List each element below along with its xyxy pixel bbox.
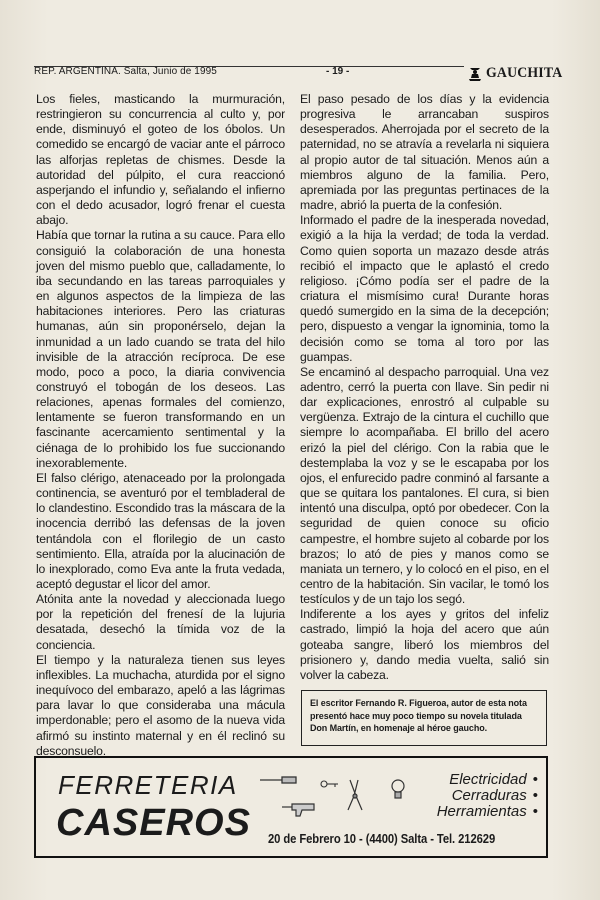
gaucho-rider-icon	[466, 64, 484, 82]
ad-services-list	[422, 772, 538, 820]
paragraph: Indiferente a los ayes y gritos del infeliz castrado, limpió la hoja del acero que aún goteaba sangre, liberó los miembros del prisionero y, dando media vuelta, salió sin volver la cabeza.	[300, 607, 549, 682]
paragraph: El tiempo y la naturaleza tienen sus leyes inflexibles. La muchacha, aturdida por el signo inequívoco del embarazo, apeló a las lágrimas para lavar lo que consideraba una mácula imperdonable; pero el asomo de la nueva vida afirmó su instinto maternal y en él reclinó su desconsuelo.	[36, 652, 285, 758]
paragraph: Había que tornar la rutina a su cauce. Para ello consiguió la colaboración de una honesta joven del mismo pueblo que, calladamente, lo iba secundando en las tareas parroquiales y en algunos aspectos de la limpieza de las habitaciones interiores. Pero las criaturas humanas, aún sin proponérselo, dejan la inmunidad a un lado cuando se trata del hilo invisible de la atracción recíproca. De ese modo, poco a poco, la diaria convivencia construyó el tobogán de los deseos. Las relaciones, apenas formales del comienzo, lentamente se fueron transformando en un fascinante acercamiento sentimental y la ciénaga de lo prohibido los fue succionando inexorablemente.	[36, 228, 285, 470]
screwdriver-icon	[260, 777, 296, 783]
paragraph: El falso clérigo, atenaceado por la prolongada continencia, se aventuró por el tembladeral de lo clandestino. Escondido tras la máscara de la inocencia derribó las defensas de la joven tentándola con el florilegio de un casto sentimiento. Ella, atraída por la alucinación de lo inexplorado, como Eva ante la fruta vedada, aceptó degustar el licor del amor.	[36, 470, 285, 591]
paragraph: Informado el padre de la inesperada novedad, exigió a la hija la verdad; de toda la verdad. Como quien soporta un mazazo desde atrás recibió el impacto que le aplastó el credo religioso. ¡Cómo podía ser el padre de la criatura el mismísimo cura! Durante horas quedó sumergido en la sima de la decepción; pero, dispuesto a vengar la ignominia, tomo la decisión como se toma al toro por las guampas.	[300, 213, 549, 364]
paragraph: Los fieles, masticando la murmuración, restringieron su concurrencia al culto y, por ende, disminuyó el goteo de los óbolos. Un comedido se encargó de vaciar ante el párroco las alforjas repletas de chismes. Desde la autoridad del púlpito, el cura reaccionó asperjando el infundio y, señalando el infierno con el dedo acusador, logró frenar el cuesta abajo.	[36, 92, 285, 228]
ad-address: 20 de Febrero 10 - (4400) Salta - Tel. 212629	[268, 832, 496, 846]
ad-service-item: Cerraduras •	[451, 787, 538, 804]
paragraph: Se encaminó al despacho parroquial. Una vez adentro, cerró la puerta con llave. Sin pedir ni dar explicaciones, enrostró al culpable su vergüenza. Extrajo de la cintura el cuchillo que siempre lo acompañaba. El brillo del acero erizó la piel del clérigo. Con la rabia que le destemplaba la voz y se le escapaba por los ojos, el enfurecido padre conminó al farsante a que se quitara los pantalones. El cura, si bien intentó una disculpa, optó por obedecer. Con la seguridad de quien conoce su oficio campestre, el hombre sujeto al cobarde por los brazos; lo ató de pies y manos como se maniata un ternero, y lo colocó en el piso, en el centro de la habitación. Sin vacilar, le tomó los testículos y de un tajo los segó.	[300, 364, 549, 607]
author-note: El escritor Fernando R. Figueroa, autor de esta nota presentó hace muy poco tiempo su novela titulada Don Martín, en homenaje al héroe gaucho.	[310, 698, 527, 733]
tools-illustration	[252, 770, 412, 820]
paragraph: El paso pesado de los días y la evidencia progresiva le arrancaban suspiros desesperados. Aherrojada por el secreto de la paternidad, no se atravía a revelarla ni siquiera al propio autor de tal situación. Menos aún a miembros alguno de la familia. Pero, apremiada por las preguntas pertinaces de la madre, abrió la puerta de la confesión.	[300, 92, 549, 213]
light-bulb-icon	[392, 780, 404, 798]
magazine-logo	[466, 63, 569, 83]
header-location-date: REP. ARGENTINA. Salta, Junio de 1995	[34, 66, 217, 77]
ad-service-item: Electricidad •	[449, 771, 538, 788]
drill-icon	[282, 804, 314, 816]
article-left-column	[36, 92, 285, 759]
ad-store-type: FERRETERIA	[58, 770, 238, 800]
ad-service-item: Herramientas •	[436, 803, 538, 820]
page-header	[34, 64, 563, 84]
author-note-box	[301, 690, 547, 746]
ad-store-name: CASEROS	[56, 802, 251, 844]
paragraph: Atónita ante la novedad y aleccionada luego por la repetición del frenesí de la lujuria desatada, desechó la tímida voz de la conciencia.	[36, 592, 285, 652]
logo-text: GAUCHITA	[486, 64, 563, 81]
hardware-store-advertisement	[34, 756, 548, 858]
pliers-icon	[348, 780, 362, 810]
key-icon	[321, 781, 338, 787]
page-number: - 19 -	[326, 66, 350, 77]
article-right-column	[300, 92, 549, 683]
